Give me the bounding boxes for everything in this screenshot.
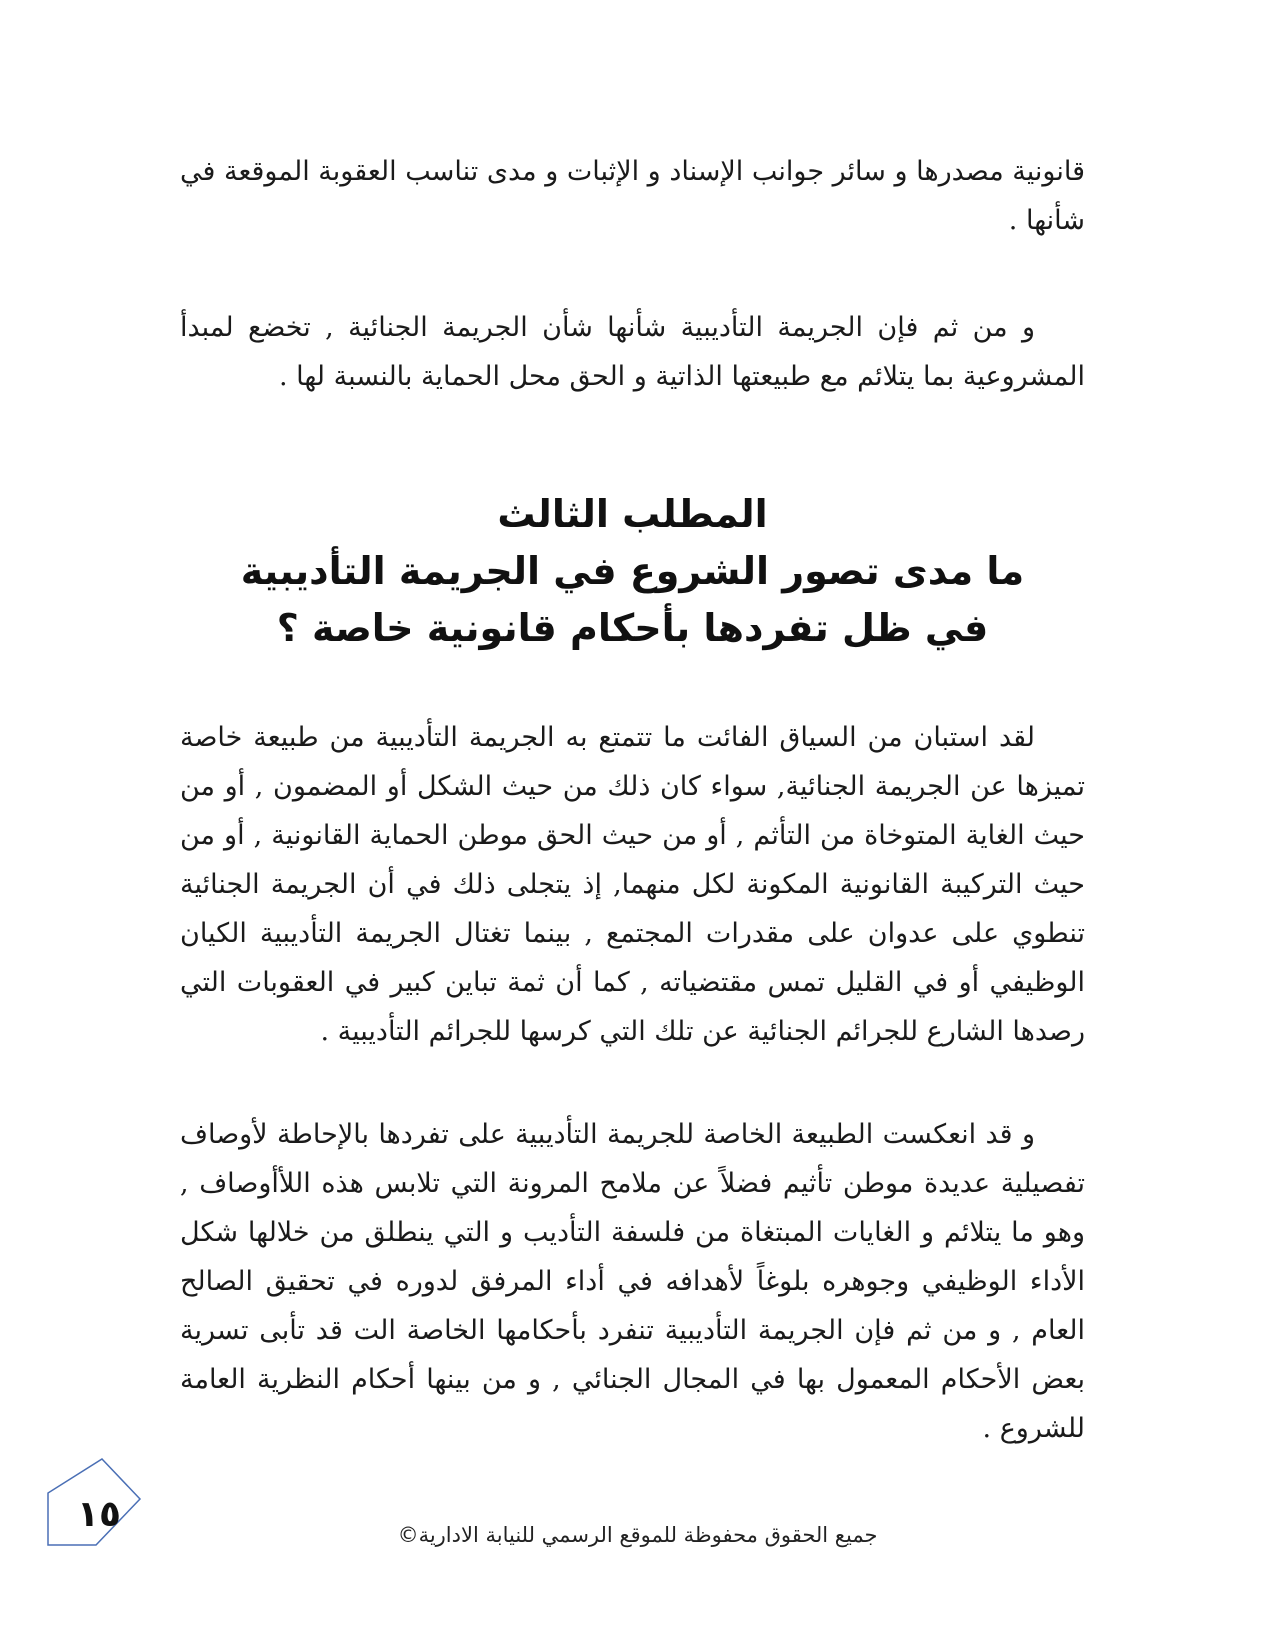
paragraph-2: و من ثم فإن الجريمة التأديبية شأنها شأن الجريمة الجنائية , تخضع لمبدأ المشروعية بما يتلائم مع طبيعتها الذاتية و الحق محل الحماية بالنسبة لها . <box>180 312 1085 392</box>
paragraph-4: و قد انعكست الطبيعة الخاصة للجريمة التأديبية على تفردها بالإحاطة لأوصاف تفصيلية عديدة موطن تأثيم فضلاً عن ملامح المرونة التي تلابس هذه اللأأوصاف , وهو ما يتلائم و الغايات المبتغاة من فلسفة التأديب و التي ينطلق من خلالها شكل الأداء الوظيفي وجوهره بلوغاً لأهدافه في أداء المرفق لدوره في تحقيق الصالح العام , و من ثم فإن الجريمة التأديبية تنفرد بأحكامها الخاصة الت قد تأبى تسرية بعض الأحكام المعمول بها في المجال الجنائي , و من بينها أحكام النظرية العامة للشروع . <box>180 1119 1085 1444</box>
paragraph-1: قانونية مصدرها و سائر جوانب الإسناد و الإثبات و مدى تناسب العقوبة الموقعة في شأنها . <box>180 156 1085 236</box>
page-number: ١٥ <box>77 1494 121 1535</box>
section-subtitle-line-2: في ظل تفردها بأحكام قانونية خاصة ؟ <box>276 606 989 650</box>
section-subtitle-line-1: ما مدى تصور الشروع في الجريمة التأديبية <box>240 549 1025 593</box>
paragraph-3: لقد استبان من السياق الفائت ما تتمتع به الجريمة التأديبية من طبيعة خاصة تميزها عن الجريمة الجنائية, سواء كان ذلك من حيث الشكل أو المضمون , أو من حيث الغاية المتوخاة من التأثم , أو من حيث الحق موطن الحماية القانونية , أو من حيث التركيبة القانونية المكونة لكل منهما, إذ يتجلى ذلك في أن الجريمة الجنائية تنطوي على عدوان على مقدرات المجتمع , بينما تغتال الجريمة التأديبية الكيان الوظيفي أو في القليل تمس مقتضياته , كما أن ثمة تباين كبير في العقوبات التي رصدها الشارع للجرائم الجنائية عن تلك التي كرسها للجرائم التأديبية . <box>180 722 1085 1047</box>
footer-copyright: جميع الحقوق محفوظة للموقع الرسمي للنيابة الادارية© <box>397 1523 878 1547</box>
section-title: المطلب الثالث <box>497 492 768 536</box>
document-page <box>180 0 1085 1650</box>
page-number-badge <box>44 1455 154 1565</box>
